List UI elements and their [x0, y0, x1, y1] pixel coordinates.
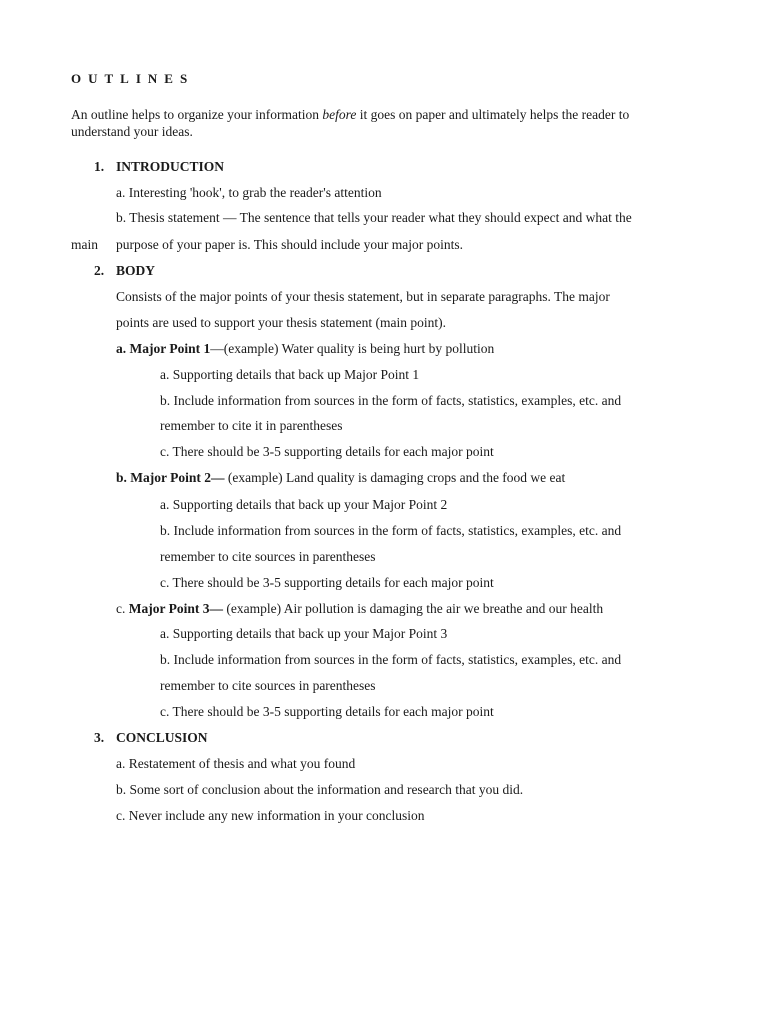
major-point-1-detail-b-cont: remember to cite it in parentheses — [160, 418, 343, 433]
body-description-1: Consists of the major points of your thesis statement, but in separate paragraphs. The major — [116, 289, 610, 304]
section-heading-body — [94, 262, 155, 280]
page-title: OUTLINES — [71, 71, 195, 86]
intro-item-a: a. Interesting 'hook', to grab the reader's attention — [116, 185, 382, 200]
intro-after: it goes on paper and ultimately helps the reader to — [356, 107, 630, 122]
major-point-1-detail-c: c. There should be 3-5 supporting details for each major point — [160, 444, 494, 459]
section-number: 2. — [94, 263, 105, 278]
major-point-label: Major Point 1 — [129, 341, 211, 356]
intro-item-b-cont: purpose of your paper is. This should include your major points. — [116, 237, 463, 252]
major-point-1-detail-b: b. Include information from sources in the form of facts, statistics, examples, etc. and — [160, 393, 622, 408]
major-point-prefix: c. — [116, 601, 129, 616]
major-point-3-detail-b: b. Include information from sources in the form of facts, statistics, examples, etc. and — [160, 652, 622, 667]
major-point-3-detail-c: c. There should be 3-5 supporting details for each major point — [160, 704, 494, 719]
section-heading-introduction — [94, 158, 224, 176]
major-point-2-detail-a: a. Supporting details that back up your Major Point 2 — [160, 497, 448, 512]
body-description-2: points are used to support your thesis statement (main point). — [116, 315, 446, 330]
major-point-2 — [116, 469, 565, 487]
intro-emphasis: before — [322, 107, 357, 122]
major-point-3-detail-b-cont: remember to cite sources in parentheses — [160, 678, 376, 693]
conclusion-item-c: c. Never include any new information in your conclusion — [116, 808, 425, 823]
conclusion-item-a: a. Restatement of thesis and what you found — [116, 756, 356, 771]
section-heading-text: INTRODUCTION — [116, 159, 225, 174]
major-point-label: Major Point 3— — [128, 601, 223, 616]
major-point-prefix: a. — [116, 341, 130, 356]
major-point-2-detail-b: b. Include information from sources in the form of facts, statistics, examples, etc. and — [160, 523, 622, 538]
conclusion-item-b: b. Some sort of conclusion about the information and research that you did. — [116, 782, 524, 797]
section-number: 3. — [94, 730, 105, 745]
major-point-3-detail-a: a. Supporting details that back up your Major Point 3 — [160, 626, 448, 641]
major-point-1-detail-a: a. Supporting details that back up Major Point 1 — [160, 367, 420, 382]
major-point-label: Major Point 2— — [130, 470, 225, 485]
intro-item-b: b. Thesis statement — The sentence that tells your reader what they should expect and what the — [116, 210, 632, 225]
major-point-prefix: b. — [116, 470, 131, 485]
section-heading-conclusion — [94, 729, 208, 747]
major-point-1 — [116, 340, 494, 358]
major-point-2-detail-b-cont: remember to cite sources in parentheses — [160, 549, 376, 564]
intro-orphan-word: main — [71, 237, 98, 252]
intro-before: An outline helps to organize your information — [71, 107, 323, 122]
major-point-text: —(example) Water quality is being hurt by pollution — [210, 341, 495, 356]
major-point-2-detail-c: c. There should be 3-5 supporting details for each major point — [160, 575, 494, 590]
major-point-text: (example) Air pollution is damaging the air we breathe and our health — [223, 601, 604, 616]
section-heading-text: BODY — [116, 263, 156, 278]
intro-line-2: understand your ideas. — [71, 124, 193, 139]
major-point-3 — [116, 600, 603, 618]
section-heading-text: CONCLUSION — [116, 730, 208, 745]
major-point-text: (example) Land quality is damaging crops and the food we eat — [224, 470, 566, 485]
intro-line-1 — [71, 106, 629, 124]
section-number: 1. — [94, 159, 105, 174]
